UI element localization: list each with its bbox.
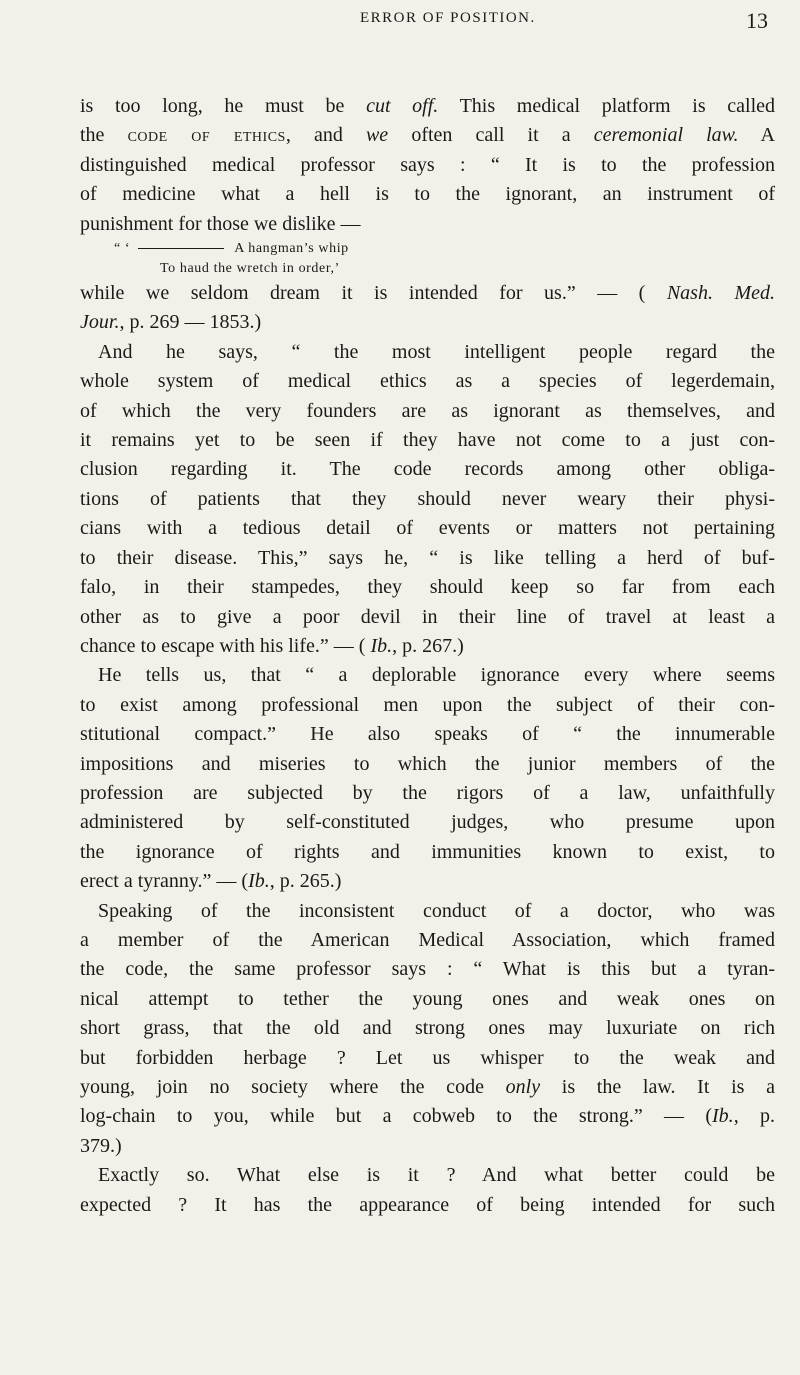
text-line: a member of the American Medical Association, which framed <box>80 928 775 951</box>
text-line: young, join no society where the code only is the law. It is a <box>80 1076 775 1098</box>
text-line: to exist among professional men upon the subject of their con- <box>80 693 775 716</box>
text-line: log-chain to you, while but a cobweb to the strong.” — (Ib., p. <box>80 1105 775 1128</box>
text-line: while we seldom dream it is intended for us.” — ( Nash. Med. <box>80 282 775 305</box>
text-line: expected ? It has the appearance of being intended for such <box>80 1193 775 1216</box>
text-line: of which the very founders are as ignorant as themselves, and <box>80 399 775 422</box>
text-line: nical attempt to tether the young ones and weak ones on <box>80 987 775 1010</box>
text-line: falo, in their stampedes, they should keep so far from each <box>80 576 775 599</box>
text-line: distinguished medical professor says : “ It is to the profession <box>80 153 775 176</box>
text-line: And he says, “ the most intelligent people regard the <box>98 340 775 363</box>
running-head <box>0 10 800 50</box>
page-number: 13 <box>746 8 768 33</box>
text-line: Speaking of the inconsistent conduct of a doctor, who was <box>98 899 775 922</box>
text-line: cians with a tedious detail of events or matters not pertaining <box>80 517 775 540</box>
text-line: 379.) <box>80 1134 122 1157</box>
body-text <box>80 92 775 1220</box>
text-line: Exactly so. What else is it ? And what better could be <box>98 1164 775 1187</box>
text-line: the code, the same professor says : “ What is this but a tyran- <box>80 958 775 981</box>
verse-line: To haud the wretch in order,’ <box>160 261 340 277</box>
text-line: of medicine what a hell is to the ignorant, an instrument of <box>80 183 775 206</box>
text-line: other as to give a poor devil in their line of travel at least a <box>80 605 775 628</box>
verse-line: “ ‘ A hangman’s whip <box>114 241 349 257</box>
text-line: impositions and miseries to which the junior members of the <box>80 752 775 775</box>
text-line: chance to escape with his life.” — ( Ib., p. 267.) <box>80 634 464 657</box>
text-line: short grass, that the old and strong ones may luxuriate on rich <box>80 1017 775 1040</box>
text-line: stitutional compact.” He also speaks of “ the innumerable <box>80 723 775 746</box>
text-line: tions of patients that they should never weary their physi- <box>80 487 775 510</box>
text-line: administered by self-constituted judges, who presume upon <box>80 811 775 834</box>
text-line: Jour., p. 269 — 1853.) <box>80 311 262 334</box>
text-line: He tells us, that “ a deplorable ignorance every where seems <box>98 664 775 687</box>
text-line: erect a tyranny.” — (Ib., p. 265.) <box>80 870 342 893</box>
text-line: clusion regarding it. The code records among other obliga- <box>80 458 775 481</box>
text-line: it remains yet to be seen if they have not come to a just con- <box>80 429 775 452</box>
text-line: profession are subjected by the rigors of a law, unfaithfully <box>80 781 775 804</box>
text-line: the ignorance of rights and immunities known to exist, to <box>80 840 775 863</box>
running-title: ERROR OF POSITION. <box>360 10 536 26</box>
text-line: is too long, he must be cut off. This medical platform is called <box>80 95 776 117</box>
text-line: but forbidden herbage ? Let us whisper to the weak and <box>80 1046 775 1069</box>
code-of-ethics: code of ethics <box>127 124 286 147</box>
text-line: whole system of medical ethics as a species of legerdemain, <box>80 370 775 393</box>
text-line: to their disease. This,” says he, “ is like telling a herd of buf- <box>80 546 775 569</box>
text-line: punishment for those we dislike — <box>80 212 361 235</box>
text-line: the code of ethics, and we often call it a ceremonial law. A <box>80 124 775 147</box>
